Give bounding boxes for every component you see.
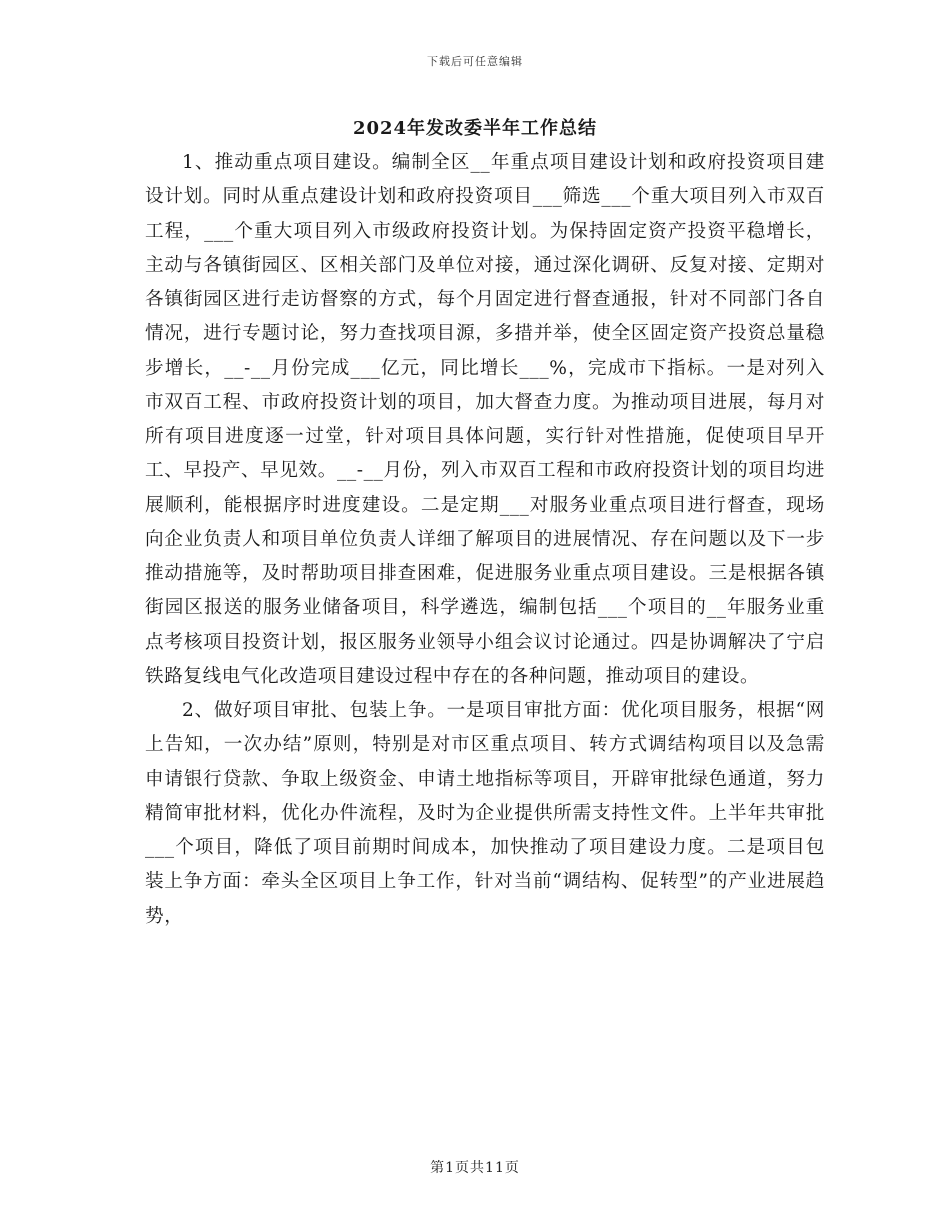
header-note: 下载后可任意编辑 [427,55,523,68]
page-number-footer: 第1页共11页 [430,1160,520,1176]
paragraph-2: 2、做好项目审批、包装上争。一是项目审批方面：优化项目服务，根据“网上告知，一次办结”原则，特别是对市区重点项目、转方式调结构项目以及急需申请银行贷款、争取上级资金、申请土地指标等项目，开辟审批绿色通道，努力精简审批材料，优化办件流程，及时为企业提供所需支持性文件。上半年共审批___个项目，降低了项目前期时间成本，加快推动了项目建设力度。二是项目包装上争方面：牵头全区项目上争工作，针对当前“调结构、促转型”的产业进展趋势， [145,700,825,927]
paragraph-1: 1、推动重点项目建设。编制全区__年重点项目建设计划和政府投资项目建设计划。同时从重点建设计划和政府投资项目___筛选___个重大项目列入市双百工程，___个重大项目列入市级政府投资计划。为保持固定资产投资平稳增长，主动与各镇街园区、区相关部门及单位对接，通过深化调研、反复对接、定期对各镇街园区进行走访督察的方式，每个月固定进行督查通报，针对不同部门各自情况，进行专题讨论，努力查找项目源，多措并举，使全区固定资产投资总量稳步增长，__-__月份完成___亿元，同比增长___%，完成市下指标。一是对列入市双百工程、市政府投资计划的项目，加大督查力度。为推动项目进展，每月对所有项目进度逐一过堂，针对项目具体问题，实行针对性措施，促使项目早开工、早投产、早见效。__-__月份，列入市双百工程和市政府投资计划的项目均进展顺利，能根据序时进度建设。二是定期___对服务业重点项目进行督查，现场向企业负责人和项目单位负责人详细了解项目的进展情况、存在问题以及下一步推动措施等，及时帮助项目排查困难，促进服务业重点项目建设。三是根据各镇街园区报送的服务业储备项目，科学遴选，编制包括___个项目的__年服务业重点考核项目投资计划，报区服务业领导小组会议讨论通过。四是协调解决了宁启铁路复线电气化改造项目建设过程中存在的各种问题，推动项目的建设。 [145,152,825,687]
document-body [145,146,825,934]
document-title: 2024年发改委半年工作总结 [352,118,598,139]
